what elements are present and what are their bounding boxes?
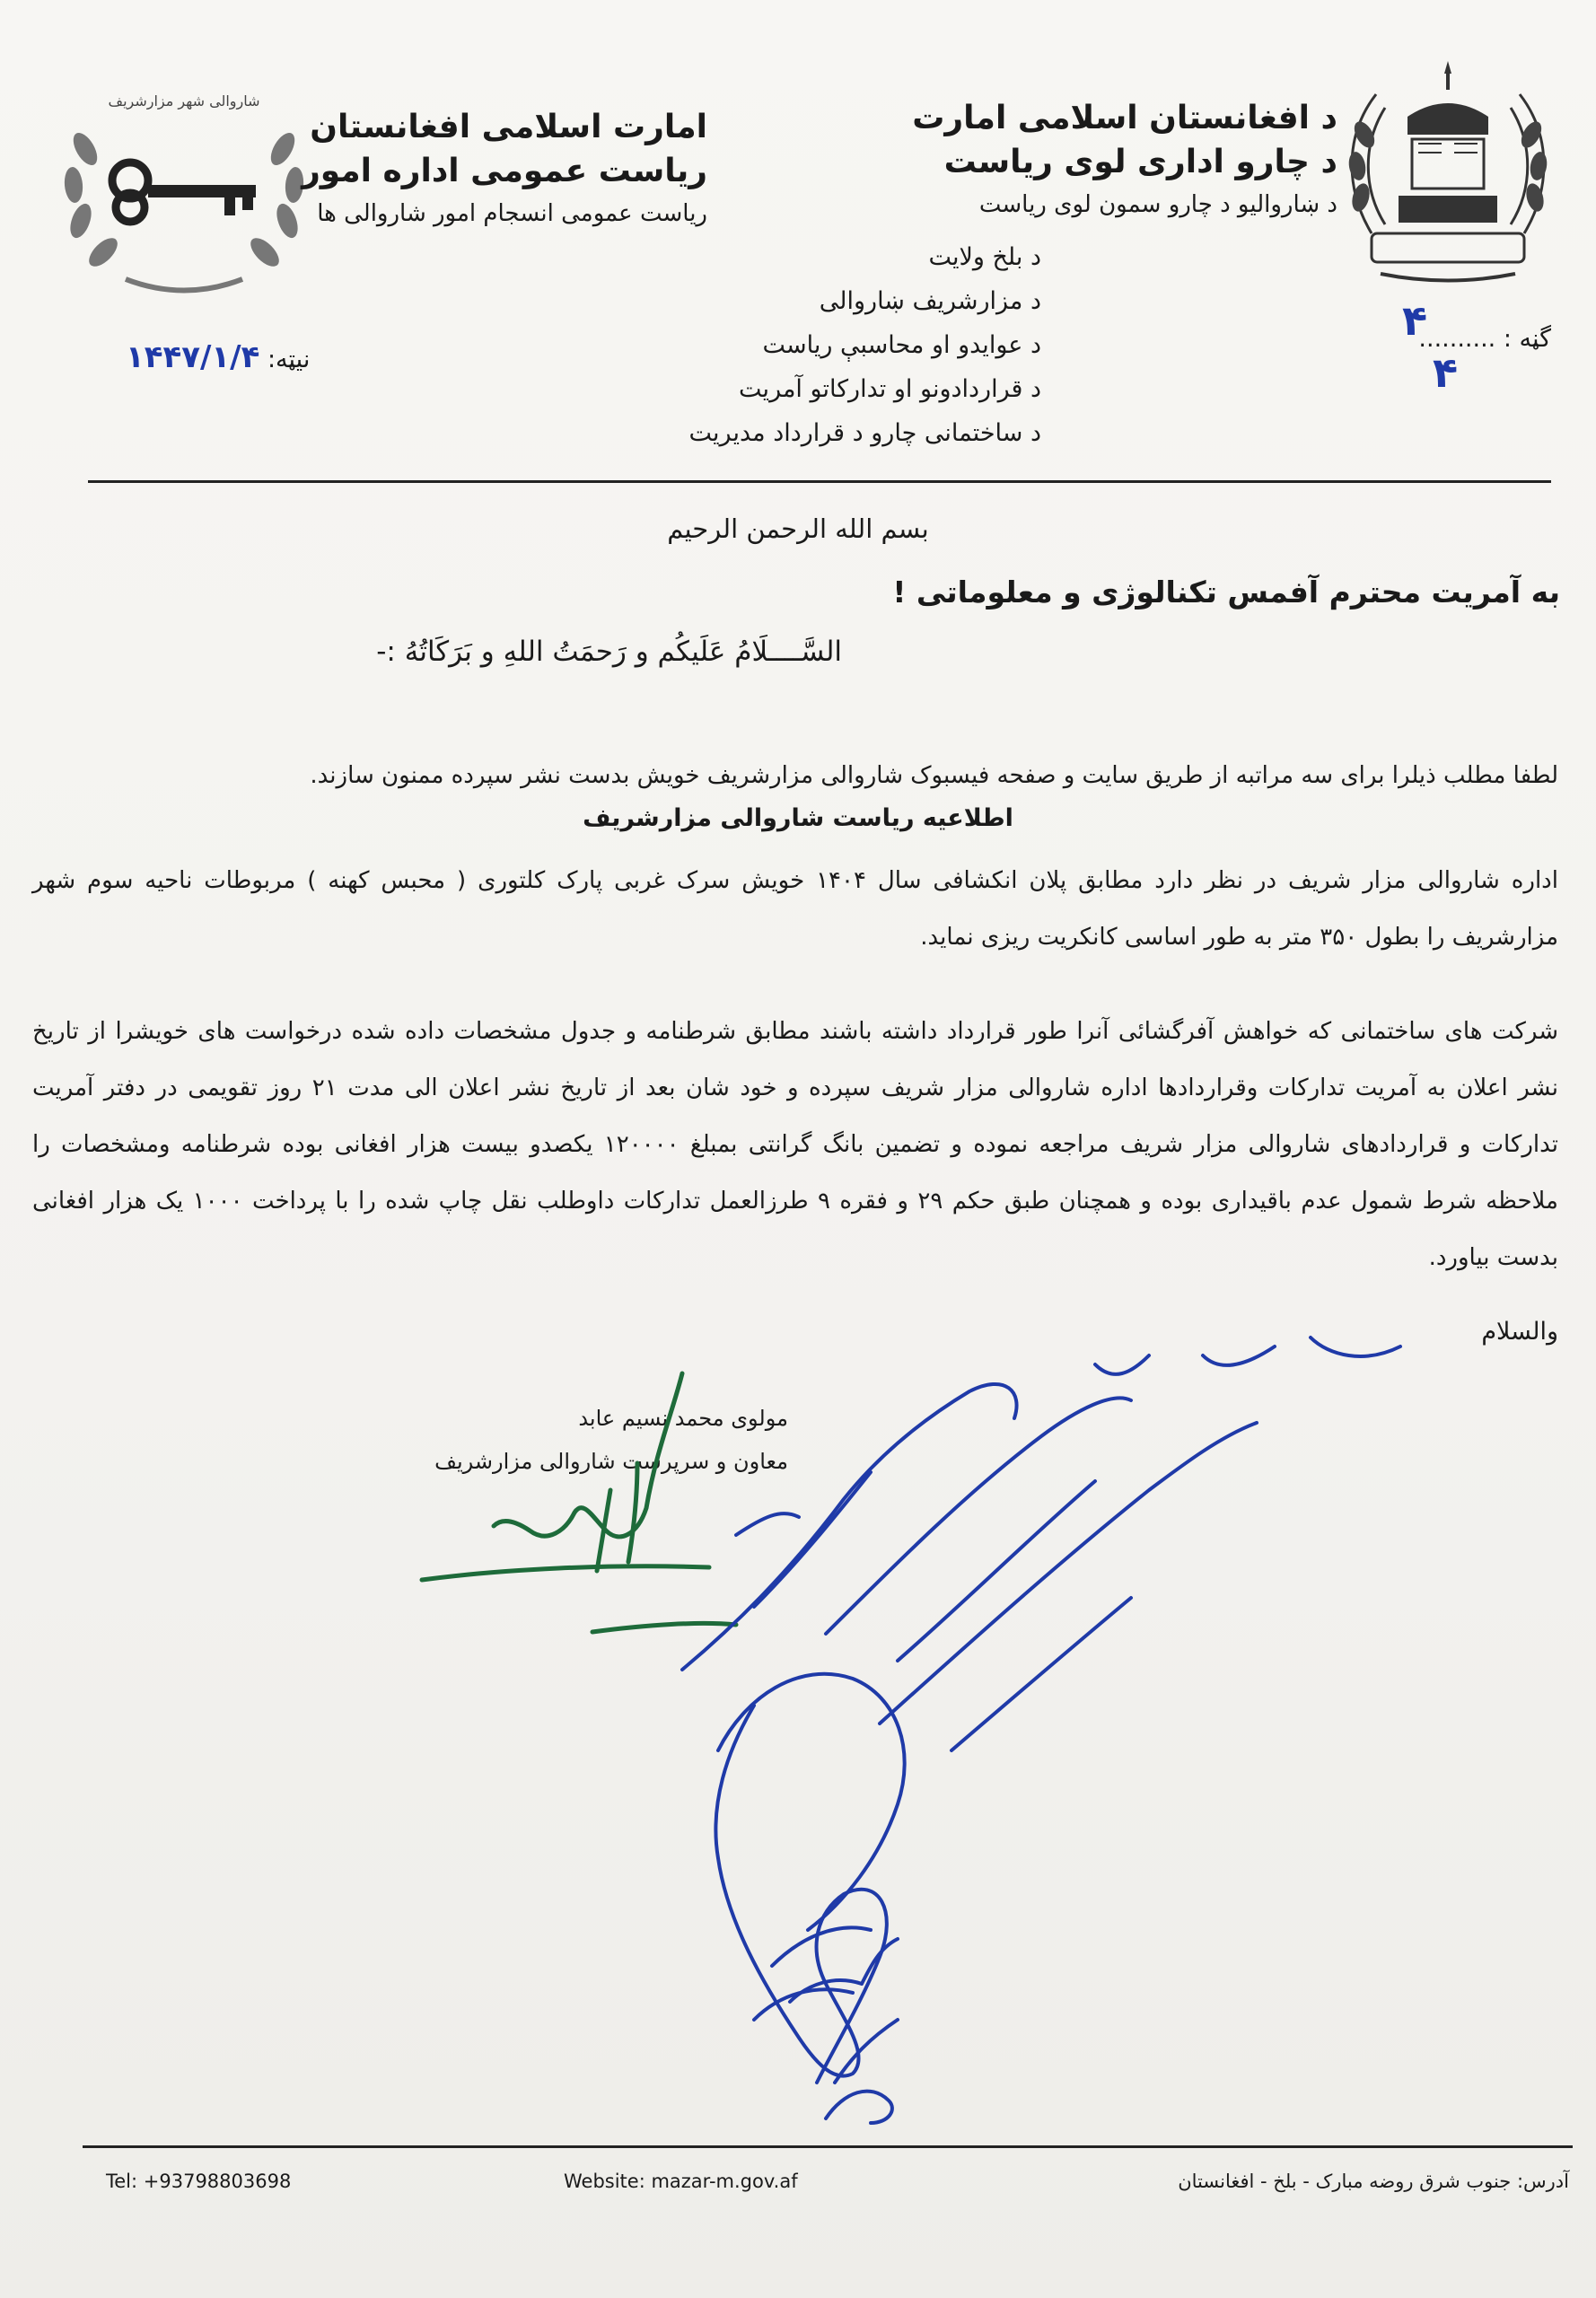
- salam-greeting: السَّــــلَامُ عَلَیکُم و رَحمَتُ اللهِ و بَرَکَاتُهُ :-: [376, 636, 842, 668]
- salutation: به آمریت محترم آفمس تکنالوژی و معلوماتی !: [892, 574, 1560, 610]
- publication-request: لطفا مطلب ذیلرا برای سه مراتبه از طریق سایت و صفحه فیسبوک شاروالی مزارشریف خویش بدست نشر سپرده ممنون سازند.: [310, 762, 1558, 789]
- number-value-bottom: ۴: [1433, 348, 1459, 397]
- signatory-title: معاون و سرپرست شاروالی مزارشریف: [434, 1449, 788, 1474]
- footer-address: آدرس: جنوب شرق روضه مبارک - بلخ - افغانستان: [1178, 2171, 1569, 2192]
- date-field: [126, 339, 310, 375]
- footer-phone: Tel: +93798803698: [106, 2171, 292, 2192]
- header-left-line2: ریاست عمومی اداره امور: [302, 153, 707, 189]
- seal-text: شاروالی شهر مزارشریف: [108, 92, 260, 110]
- recipient-item: د بلخ ولایت: [928, 243, 1041, 271]
- emirate-emblem-icon: [1336, 54, 1560, 287]
- date-label: نیټه:: [267, 346, 311, 373]
- footer-divider: [83, 2145, 1573, 2148]
- header-divider: [88, 480, 1551, 483]
- closing: والسلام: [1481, 1318, 1558, 1346]
- recipient-item: د عوایدو او محاسبې ریاست: [762, 331, 1041, 359]
- header-right-line3: د ښاروالیو د چارو سمون لوی ریاست: [978, 191, 1337, 218]
- recipients-list: [610, 235, 1041, 455]
- header-right: [912, 97, 1337, 224]
- bismillah: بسم الله الرحمن الرحیم: [667, 513, 929, 544]
- signatory-name: مولوی محمد نسیم عابد: [578, 1406, 788, 1431]
- header-left: [302, 106, 707, 233]
- notice-paragraph-1: اداره شاروالی مزار شریف در نظر دارد مطابق پلان انکشافی سال ۱۴۰۴ خویش سرک غربی پارک کلتوری ( محبس کهنه ) مربوطات ناحیه سوم شهر مزارشریف را بطول ۳۵۰ متر به طور اساسی کانکریت ریزی نماید.: [32, 867, 1558, 951]
- header-left-line3: ریاست عمومی انسجام امور شاروالی ها: [317, 200, 707, 227]
- notice-title: اطلاعیه ریاست شاروالی مزارشریف: [583, 804, 1013, 832]
- header-right-line2: د چارو اداری لوی ریاست: [943, 144, 1337, 180]
- header-left-line1: امارت اسلامی افغانستان: [310, 109, 707, 145]
- notice-paragraph-2: شرکت های ساختمانی که خواهش آفرگشائی آنرا طور قرارداد داشته باشند مطابق شرطنامه و جدول مشخصات داده شده درخواست های خویشرا از تاریخ نشر اعلان به آمریت تدارکات وقراردادها اداره شاروالی مزار شریف سپرده و خود شان بعد از تاریخ نشر اعلان الی مدت ۲۱ روز تقویمی در دفتر آمریت تدارکات و قراردادهای شاروالی مزار شریف مراجعه نموده و تضمین بانگ گرانتی بمبلغ ۱۲۰۰۰۰ یکصدو بیست هزار افغانی بوده شرطنامه ومشخصات را ملاحظه شرط شمول عدم باقیداری بوده و همچنان طبق حکم ۲۹ و فقره ۹ طرزالعمل تدارکات داوطلب نقل چاپ شده را با پرداخت ۱۰۰۰ یک هزار افغانی بدست بیاورد.: [32, 1018, 1559, 1271]
- number-value-top: ۴: [1402, 296, 1428, 345]
- handwritten-annotation-icon: [628, 1338, 1490, 2127]
- number-label: گڼه :: [1503, 325, 1551, 353]
- date-value: ۱۴۴۷/۱/۴: [126, 339, 260, 375]
- recipient-item: د مزارشریف ښاروالی: [819, 287, 1041, 315]
- header-right-line1: د افغانستان اسلامی امارت: [912, 100, 1337, 136]
- footer-website: Website: mazar-m.gov.af: [564, 2171, 798, 2192]
- number-dots: ..........: [1418, 325, 1496, 353]
- recipient-item: د ساختمانی چارو د قرارداد مدیریت: [688, 419, 1041, 447]
- municipality-seal-icon: [54, 86, 314, 311]
- recipient-item: د قراردادونو او تدارکاتو آمریت: [739, 375, 1041, 403]
